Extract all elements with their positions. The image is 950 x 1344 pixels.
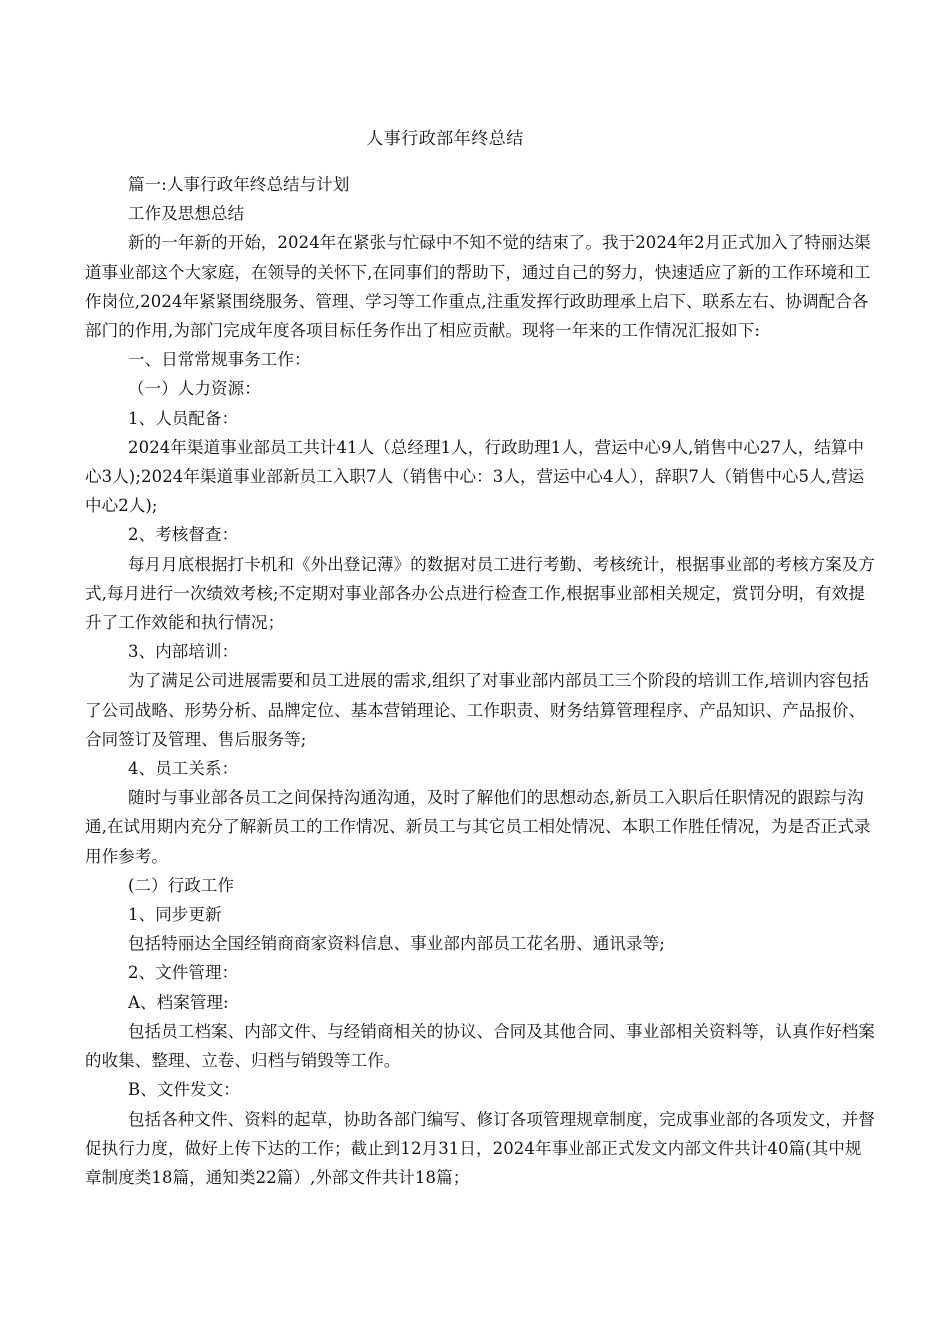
section-heading: 一、日常常规事务工作： — [128, 350, 311, 370]
body-paragraph: 2024年渠道事业部员工共计41人（总经理1人，行政助理1人，营运中心9人,销售中心27人，结算中心3人);2024年渠道事业部新员工入职7人（销售中心：3人，营运中心4人），辞职7人（销售中心5人,营运中心2人); — [85, 437, 865, 516]
document-title: 人事行政部年终总结 — [366, 129, 524, 149]
body-paragraph: 包括各种文件、资料的起草，协助各部门编写、修订各项管理规章制度，完成事业部的各项发文，并督促执行力度，做好上传下达的工作；截止到12月31日，2024年事业部正式发文内部文件共计40篇(其中规章制度类18篇，通知类22篇）,外部文件共计18篇； — [85, 1109, 875, 1187]
item-heading: A、档案管理: — [128, 992, 229, 1012]
item-heading: 1、同步更新 — [128, 905, 222, 925]
item-heading: 2、考核督查： — [128, 525, 239, 545]
item-heading: 2、文件管理： — [128, 963, 239, 983]
body-paragraph: 包括员工档案、内部文件、与经销商相关的协议、合同及其他合同、事业部相关资料等，认真作好档案的收集、整理、立卷、归档与销毁等工作。 — [85, 1021, 875, 1071]
section-heading: 篇一:人事行政年终总结与计划 — [128, 175, 350, 194]
subsection-heading: （一）人力资源： — [128, 379, 261, 399]
body-paragraph: 包括特丽达全国经销商商家资料信息、事业部内部员工花名册、通讯录等; — [128, 934, 665, 954]
body-paragraph: 随时与事业部各员工之间保持沟通沟通，及时了解他们的思想动态,新员工入职后任职情况的跟踪与沟通,在试用期内充分了解新员工的工作情况、新员工与其它员工相处情况、本职工作胜任情况，为是否正式录用作参考。 — [85, 788, 871, 866]
item-heading: 4、员工关系： — [128, 759, 239, 779]
subheading: 工作及思想总结 — [128, 204, 245, 224]
subsection-heading: (二）行政工作 — [128, 875, 235, 895]
item-heading: 1、人员配备： — [128, 408, 239, 428]
intro-paragraph: 新的一年新的开始，2024年在紧张与忙碌中不知不觉的结束了。我于2024年2月正式加入了特丽达渠道事业部这个大家庭，在领导的关怀下,在同事们的帮助下，通过自己的努力，快速适应了新的工作环境和工作岗位,2024年紧紧围绕服务、管理、学习等工作重点,注重发挥行政助理承上启下、联系左右、协调配合各部门的作用,为部门完成年度各项目标任务作出了相应贡献。现将一年来的工作情况汇报如下: — [85, 233, 871, 341]
item-heading: 3、内部培训： — [128, 642, 239, 662]
item-heading: B、文件发文： — [128, 1080, 240, 1100]
body-paragraph: 每月月底根据打卡机和《外出登记薄》的数据对员工进行考勤、考核统计，根据事业部的考核方案及方式,每月进行一次绩效考核;不定期对事业部各办公点进行检查工作,根据事业部相关规定，赏罚分明，有效提升了工作效能和执行情况； — [85, 554, 875, 633]
document-body — [85, 170, 875, 1192]
body-paragraph: 为了满足公司进展需要和员工进展的需求,组织了对事业部内部员工三个阶段的培训工作,培训内容包括了公司战略、形势分析、品牌定位、基本营销理论、工作职责、财务结算管理程序、产品知识、产品报价、合同签订及管理、售后服务等; — [85, 671, 870, 749]
